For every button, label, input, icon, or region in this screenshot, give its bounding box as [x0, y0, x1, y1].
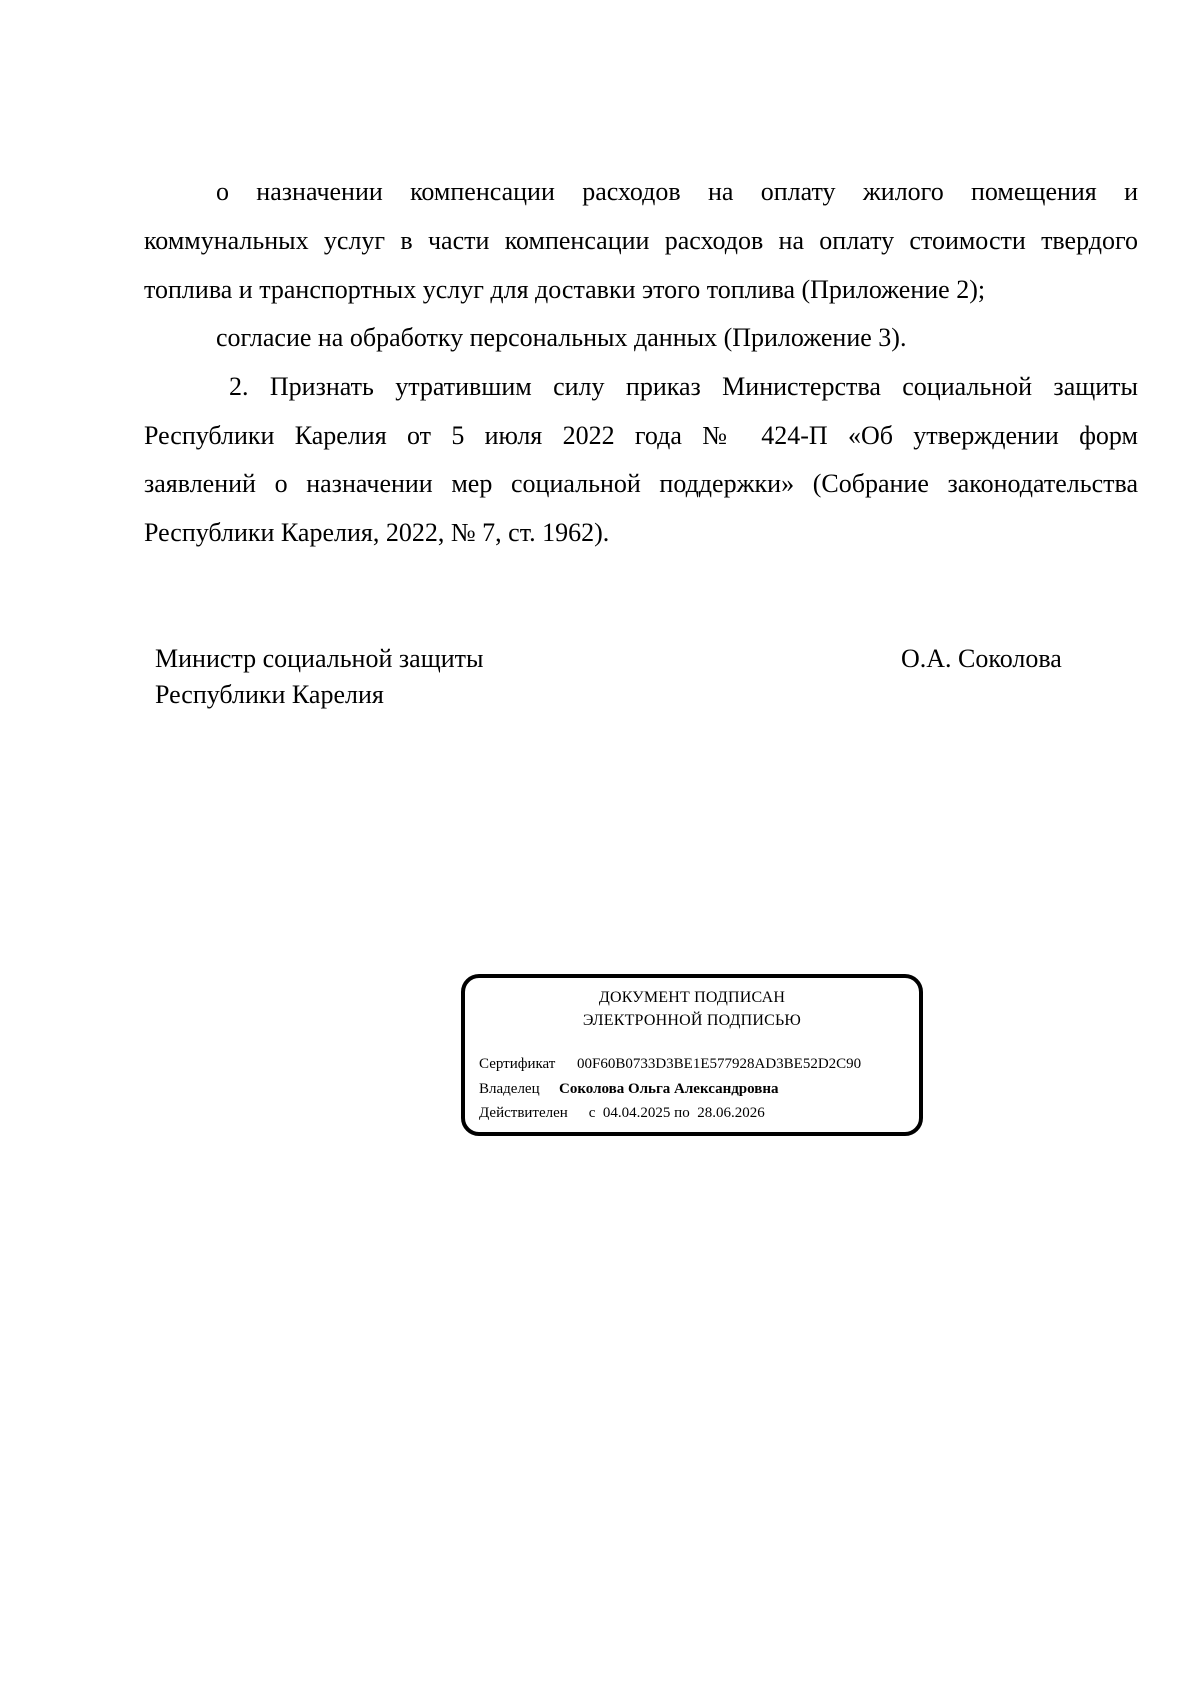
valid-to: 28.06.2026 [697, 1105, 765, 1121]
stamp-title [465, 986, 919, 1032]
valid-from: 04.04.2025 [602, 1105, 671, 1121]
paragraph-line: коммунальных услуг в части компенсации расходов на оплату стоимости твердого [144, 226, 1138, 255]
certificate-label: Сертификат [479, 1056, 556, 1072]
paragraph-line: Республики Карелия от 5 июля 2022 года № 424-П «Об утверждении форм [144, 421, 1138, 450]
validity-row [479, 1103, 765, 1123]
certificate-row [479, 1054, 861, 1074]
signer-position-2: Республики Карелия [155, 680, 384, 709]
stamp-title-line: ЭЛЕКТРОННОЙ ПОДПИСЬЮ [582, 1012, 802, 1029]
paragraph-line: 2. Признать утратившим силу приказ Министерства социальной защиты [229, 372, 1138, 401]
paragraph-line: заявлений о назначении мер социальной поддержки» (Собрание законодательства [144, 469, 1138, 498]
owner-row [479, 1079, 779, 1099]
paragraph-line: согласие на обработку персональных данных (Приложение 3). [216, 323, 907, 352]
paragraph-line: топлива и транспортных услуг для доставки этого топлива (Приложение 2); [144, 275, 986, 304]
owner-label: Владелец [479, 1081, 540, 1097]
signer-name: О.А. Соколова [901, 644, 1062, 673]
valid-to-prefix: по [674, 1105, 690, 1121]
valid-from-prefix: с [588, 1105, 596, 1121]
valid-label: Действителен [479, 1105, 568, 1121]
stamp-title-line: ДОКУМЕНТ ПОДПИСАН [598, 989, 786, 1006]
signer-position: Министр социальной защиты [155, 644, 484, 673]
paragraph-line: Республики Карелия, 2022, № 7, ст. 1962). [144, 518, 610, 547]
certificate-value: 00F60B0733D3BE1E577928AD3BE52D2C90 [577, 1056, 862, 1072]
owner-value: Соколова Ольга Александровна [559, 1081, 779, 1097]
electronic-signature-stamp [461, 974, 923, 1136]
paragraph-line: о назначении компенсации расходов на оплату жилого помещения и [216, 177, 1138, 206]
